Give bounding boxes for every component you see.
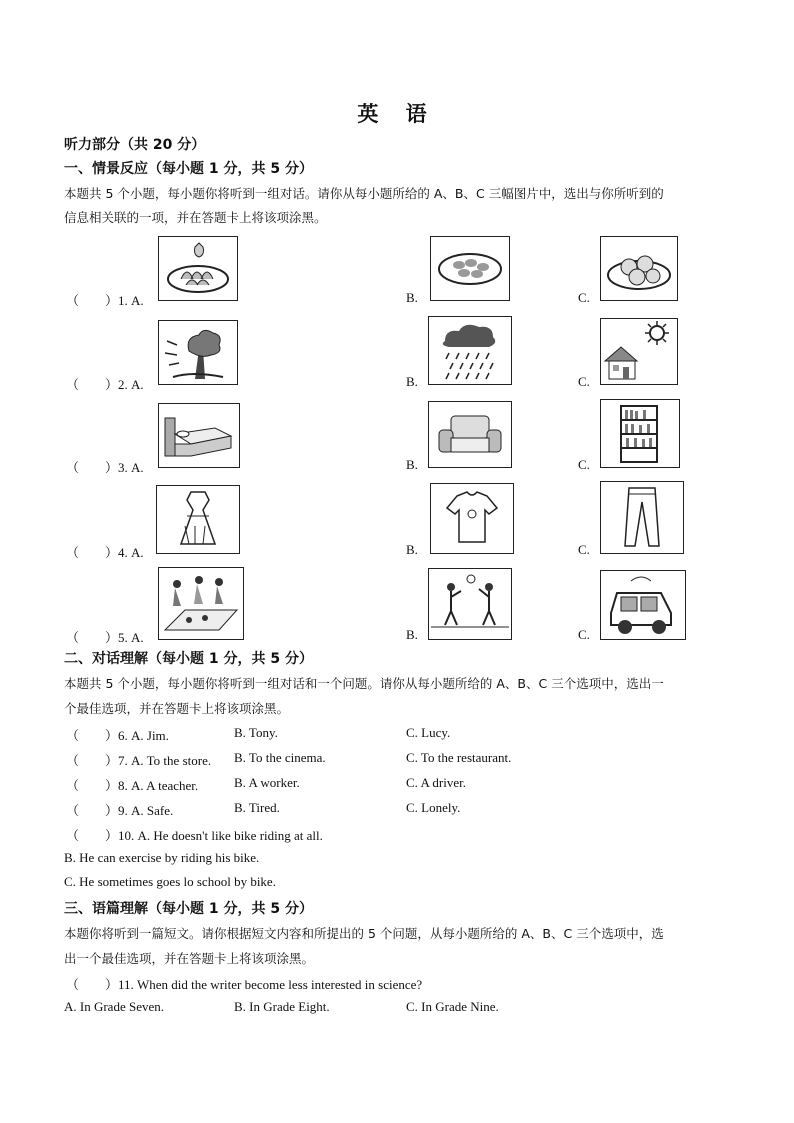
buns-icon	[601, 237, 677, 300]
q3-option-c-label: C.	[578, 457, 590, 472]
car-trip-icon	[601, 571, 685, 639]
part3-heading: 三、语篇理解（每小题 1 分，共 5 分）	[64, 901, 313, 917]
t-shirt-icon	[431, 484, 513, 553]
q11-stem: （ ）11. When did the writer become less interested in science?	[66, 977, 423, 992]
q3-option-b-label: B.	[406, 457, 418, 472]
part2-heading: 二、对话理解（每小题 1 分，共 5 分）	[64, 651, 313, 667]
q4-option-c-label: C.	[578, 542, 590, 557]
part3-instruction-line2: 出一个最佳选项，并在答题卡上将该项涂黑。	[64, 951, 315, 966]
q10-option-a[interactable]: （ ）10. A. He doesn't like bike riding at all.	[66, 828, 323, 843]
trousers-icon	[601, 482, 683, 553]
q1-option-c-image[interactable]	[600, 236, 678, 301]
q1-option-b-label: B.	[406, 290, 418, 305]
q11-option-c[interactable]: C. In Grade Nine.	[406, 999, 499, 1014]
q1-option-a-image[interactable]	[158, 236, 238, 301]
q3-option-c-image[interactable]	[600, 399, 680, 468]
q8-option-a[interactable]: （ ）8. A. A teacher.	[66, 778, 199, 793]
q4-option-b-image[interactable]	[430, 483, 514, 554]
question-2-label: （ ）2. A.	[66, 377, 144, 392]
part2-instruction-line1: 本题共 5 个小题，每小题你将听到一组对话和一个问题。请你从每小题所给的 A、B、C 三个选项中，选出一	[64, 676, 664, 691]
q7-option-c[interactable]: C. To the restaurant.	[406, 750, 512, 765]
q9-option-c[interactable]: C. Lonely.	[406, 800, 461, 815]
dress-icon	[157, 486, 239, 553]
bed-icon	[159, 404, 239, 467]
q5-option-c-label: C.	[578, 627, 590, 642]
part2-instruction-line2: 个最佳选项，并在答题卡上将该项涂黑。	[64, 701, 290, 716]
listening-heading: 听力部分（共 20 分）	[64, 137, 206, 153]
picnic-icon	[159, 568, 243, 639]
q9-option-a[interactable]: （ ）9. A. Safe.	[66, 803, 174, 818]
q2-option-b-label: B.	[406, 374, 418, 389]
q2-option-a-image[interactable]	[158, 320, 238, 385]
q11-option-b[interactable]: B. In Grade Eight.	[234, 999, 330, 1014]
q3-option-a-image[interactable]	[158, 403, 240, 468]
part1-instruction-line2: 信息相关联的一项，并在答题卡上将该项涂黑。	[64, 210, 327, 225]
question-5-label: （ ）5. A.	[66, 630, 144, 645]
q7-option-b[interactable]: B. To the cinema.	[234, 750, 326, 765]
q5-option-c-image[interactable]	[600, 570, 686, 640]
q4-option-a-image[interactable]	[156, 485, 240, 554]
q3-option-b-image[interactable]	[428, 401, 512, 468]
q4-option-c-image[interactable]	[600, 481, 684, 554]
q6-option-b[interactable]: B. Tony.	[234, 725, 278, 740]
dumplings-icon	[159, 237, 237, 300]
q1-option-b-image[interactable]	[430, 236, 510, 301]
windy-tree-icon	[159, 321, 237, 384]
q2-option-b-image[interactable]	[428, 316, 512, 385]
q1-option-c-label: C.	[578, 290, 590, 305]
q6-option-a[interactable]: （ ）6. A. Jim.	[66, 728, 169, 743]
question-3-label: （ ）3. A.	[66, 460, 144, 475]
q11-option-a[interactable]: A. In Grade Seven.	[64, 999, 164, 1014]
q5-option-b-label: B.	[406, 627, 418, 642]
plate-of-food-icon	[431, 237, 509, 300]
q5-option-a-image[interactable]	[158, 567, 244, 640]
sunny-house-icon	[601, 319, 677, 384]
armchair-icon	[429, 402, 511, 467]
q9-option-b[interactable]: B. Tired.	[234, 800, 280, 815]
q5-option-b-image[interactable]	[428, 568, 512, 640]
q8-option-b[interactable]: B. A worker.	[234, 775, 300, 790]
part1-instruction-line1: 本题共 5 个小题，每小题你将听到一组对话。请你从每小题所给的 A、B、C 三幅图片中，选出与你所听到的	[64, 186, 664, 201]
q10-option-b[interactable]: B. He can exercise by riding his bike.	[64, 850, 260, 865]
bookcase-icon	[601, 400, 679, 467]
part3-instruction-line1: 本题你将听到一篇短文。请你根据短文内容和所提出的 5 个问题，从每小题所给的 A、B、C 三个选项中，选	[64, 926, 664, 941]
q6-option-c[interactable]: C. Lucy.	[406, 725, 451, 740]
q2-option-c-image[interactable]	[600, 318, 678, 385]
rain-cloud-icon	[429, 317, 511, 384]
page-title: 英 语	[357, 101, 437, 126]
q7-option-a[interactable]: （ ）7. A. To the store.	[66, 753, 212, 768]
q8-option-c[interactable]: C. A driver.	[406, 775, 466, 790]
q2-option-c-label: C.	[578, 374, 590, 389]
question-4-label: （ ）4. A.	[66, 545, 144, 560]
question-1-label: （ ）1. A.	[66, 293, 144, 308]
playing-ball-icon	[429, 569, 511, 639]
q4-option-b-label: B.	[406, 542, 418, 557]
part1-heading: 一、情景反应（每小题 1 分，共 5 分）	[64, 161, 313, 177]
q10-option-c[interactable]: C. He sometimes goes lo school by bike.	[64, 874, 276, 889]
